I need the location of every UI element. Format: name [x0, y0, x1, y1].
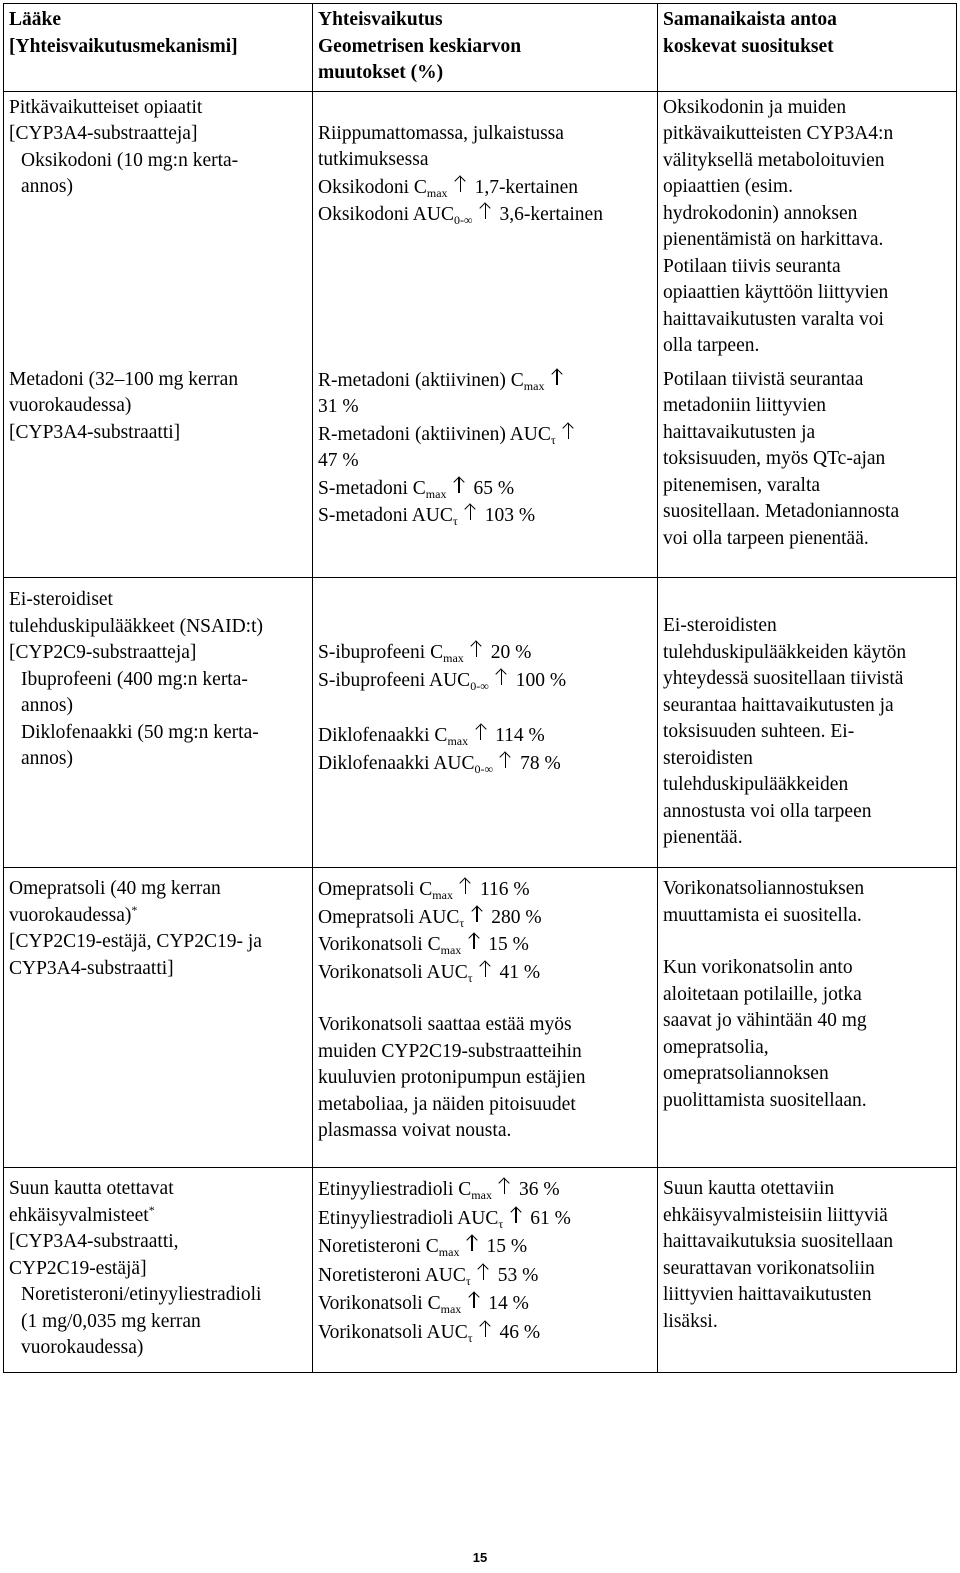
up-arrow-icon	[562, 421, 575, 439]
cell-text: Oksikodoni (10 mg:n kerta-	[21, 149, 239, 171]
cell-text: CYP2C19-estäjä]	[9, 1257, 147, 1279]
cell-text: hydrokodonin) annoksen	[663, 202, 858, 224]
interaction-cell	[313, 364, 658, 578]
interaction-cell	[313, 91, 658, 364]
spacer	[318, 694, 653, 722]
cell-text: tulehduskipulääkkeiden käytön	[663, 641, 907, 663]
cell-text: saavat jo vähintään 40 mg	[663, 1010, 867, 1031]
value-line: Diklofenaakki $AUC_{0-\infty}$ 78 %	[318, 750, 653, 778]
up-arrow-icon	[465, 1233, 478, 1251]
cell-text: 47 %	[318, 450, 359, 471]
cell-text: [CYP3A4-substraatteja]	[9, 123, 198, 144]
spacer	[318, 95, 653, 121]
up-arrow-icon	[467, 1290, 480, 1308]
cell-text: haittavaikutusten varalta voi	[663, 308, 884, 330]
cell-text: CYP3A4-substraatti]	[9, 957, 174, 979]
cell-text: tulehduskipulääkkeiden	[663, 774, 849, 795]
header-text: Lääke	[9, 9, 62, 30]
cell-text: Potilaan tiivistä seurantaa	[663, 368, 864, 390]
cell-text: haittavaikutusten ja	[663, 421, 816, 443]
cell-text: [CYP2C9-substraatteja]	[9, 642, 197, 663]
value-line: Oksikodoni $AUC_{0-\infty}$ 3,6-kertainen	[318, 201, 653, 229]
spacer	[663, 929, 952, 955]
interaction-cell	[313, 578, 658, 868]
cell-text: ehkäisyvalmisteet*	[9, 1202, 155, 1226]
value-line: S-metadoni $C_{max}$ 65 %	[318, 475, 653, 503]
up-arrow-icon	[467, 931, 480, 949]
table-row	[4, 1168, 957, 1373]
interaction-note	[318, 1012, 653, 1145]
interaction-table	[3, 3, 957, 1373]
drug-cell	[4, 364, 313, 578]
table-row	[4, 578, 957, 868]
up-arrow-icon	[459, 876, 472, 894]
header-drug	[4, 4, 313, 92]
spacer	[318, 587, 653, 613]
cell-text: ehkäisyvalmisteisiin liittyviä	[663, 1204, 888, 1226]
cell-text: [CYP3A4-substraatti,	[9, 1231, 179, 1252]
cell-text: Omepratsoli (40 mg kerran	[9, 878, 221, 899]
cell-text: pitenemisen, varalta	[663, 474, 821, 496]
cell-text: annos)	[21, 748, 73, 769]
value-line: Vorikonatsoli $C_{max}$ 14 %	[318, 1290, 653, 1319]
cell-text: aloitetaan potilaille, jotka	[663, 983, 862, 1005]
up-arrow-icon	[479, 1319, 492, 1337]
cell-text: suositellaan. Metadoniannosta	[663, 501, 900, 522]
cell-text: olla tarpeen.	[663, 335, 760, 356]
cell-text: Noretisteroni/etinyyliestradioli	[21, 1284, 262, 1305]
value-line: Noretisteroni $AUC_\tau$ 53 %	[318, 1262, 653, 1291]
cell-text: yhteydessä suositellaan tiivistä	[663, 668, 904, 689]
cell-text: toksisuuden suhteen. Ei-	[663, 721, 855, 742]
up-arrow-icon	[452, 475, 465, 493]
cell-text: välityksellä metaboloituvien	[663, 149, 885, 171]
cell-text: Suun kautta otettavat	[9, 1178, 174, 1199]
cell-text: tulehduskipulääkkeet (NSAID:t)	[9, 615, 263, 637]
value-line: Etinyyliestradioli $AUC_\tau$ 61 %	[318, 1205, 653, 1234]
cell-text: [CYP3A4-substraatti]	[9, 421, 181, 443]
cell-text: Riippumattomassa, julkaistussa	[318, 122, 564, 144]
cell-text: haittavaikutuksia suositellaan	[663, 1231, 894, 1252]
cell-text: metadoniin liittyvien	[663, 395, 827, 416]
recommendation-cell	[658, 868, 957, 1168]
up-arrow-icon	[509, 1205, 522, 1223]
recommendation-cell	[658, 364, 957, 578]
recommendation-cell	[658, 1168, 957, 1373]
value-line: Omepratsoli $AUC_\tau$ 280 %	[318, 904, 653, 932]
cell-text: omepratsoliannoksen	[663, 1063, 829, 1084]
cell-text: Suun kautta otettaviin	[663, 1178, 835, 1199]
table-header-row	[4, 4, 957, 92]
cell-text: puolittamista suositellaan.	[663, 1089, 867, 1111]
cell-text: opiaattien käyttöön liittyvien	[663, 282, 889, 303]
header-text: Yhteisvaikutus	[318, 9, 443, 30]
cell-text: Vorikonatsoliannostuksen	[663, 878, 865, 899]
cell-text: vuorokaudessa)	[21, 1337, 144, 1358]
cell-text: Vorikonatsoli saattaa estää myös	[318, 1014, 572, 1035]
cell-text: annostusta voi olla tarpeen	[663, 800, 872, 822]
header-recommendation	[658, 4, 957, 92]
cell-text: Ibuprofeeni (400 mg:n kerta-	[21, 668, 248, 690]
header-interaction	[313, 4, 658, 92]
drug-cell	[4, 91, 313, 364]
cell-text: liittyvien haittavaikutusten	[663, 1284, 872, 1305]
up-arrow-icon	[470, 639, 483, 657]
cell-text: pienentämistä on harkittava.	[663, 229, 884, 250]
value-line: S-ibuprofeeni $AUC_{0-\infty}$ 100 %	[318, 667, 653, 695]
up-arrow-icon	[454, 174, 467, 192]
cell-text: kuuluvien protonipumpun estäjien	[318, 1067, 586, 1088]
cell-text: annos)	[21, 695, 73, 716]
cell-text: vuorokaudessa)*	[9, 902, 138, 926]
cell-text: muiden CYP2C19-substraatteihin	[318, 1040, 582, 1062]
cell-text: opiaattien (esim.	[663, 176, 793, 197]
up-arrow-icon	[479, 959, 492, 977]
value-line: R-metadoni (aktiivinen) $C_{max}$	[318, 367, 653, 395]
value-line: Vorikonatsoli $AUC_\tau$ 46 %	[318, 1319, 653, 1348]
up-arrow-icon	[479, 201, 492, 219]
cell-text: plasmassa voivat nousta.	[318, 1120, 512, 1141]
cell-text: Potilaan tiivis seuranta	[663, 255, 841, 277]
cell-text: Ei-steroidiset	[9, 589, 113, 610]
cell-text: pitkävaikutteisten CYP3A4:n	[663, 123, 894, 144]
value-line: Noretisteroni $C_{max}$ 15 %	[318, 1233, 653, 1262]
cell-text: seurattavan vorikonatsoliin	[663, 1257, 875, 1279]
up-arrow-icon	[550, 367, 563, 385]
value-line: R-metadoni (aktiivinen) $AUC_\tau$	[318, 421, 653, 449]
cell-text: seurantaa haittavaikutusten ja	[663, 694, 894, 716]
value-line: Etinyyliestradioli $C_{max}$ 36 %	[318, 1176, 653, 1205]
cell-text: (1 mg/0,035 mg kerran	[21, 1310, 201, 1332]
drug-cell	[4, 1168, 313, 1373]
up-arrow-icon	[470, 904, 483, 922]
value-line: Diklofenaakki $C_{max}$ 114 %	[318, 722, 653, 750]
table-row	[4, 364, 957, 578]
spacer	[318, 986, 653, 1012]
interaction-cell	[313, 1168, 658, 1373]
cell-text: steroidisten	[663, 747, 753, 769]
cell-text: Metadoni (32–100 mg kerran	[9, 368, 239, 390]
up-arrow-icon	[498, 1176, 511, 1194]
cell-text: tutkimuksessa	[318, 149, 429, 170]
interaction-cell	[313, 868, 658, 1168]
up-arrow-icon	[495, 667, 508, 685]
header-text: koskevat suositukset	[663, 35, 834, 57]
cell-text: metaboliaa, ja näiden pitoisuudet	[318, 1093, 576, 1115]
recommendation-cell	[658, 91, 957, 364]
spacer	[663, 587, 952, 613]
cell-text: Oksikodonin ja muiden	[663, 96, 847, 118]
up-arrow-icon	[474, 722, 487, 740]
drug-cell	[4, 868, 313, 1168]
cell-text: lisäksi.	[663, 1310, 718, 1332]
cell-text: annos)	[21, 176, 73, 197]
value-line: S-ibuprofeeni $C_{max}$ 20 %	[318, 639, 653, 667]
table-row	[4, 868, 957, 1168]
up-arrow-icon	[477, 1262, 490, 1280]
cell-text: omepratsolia,	[663, 1036, 769, 1058]
value-line: Omepratsoli $C_{max}$ 116 %	[318, 876, 653, 904]
cell-text: pienentää.	[663, 827, 743, 848]
drug-cell	[4, 578, 313, 868]
header-text: [Yhteisvaikutusmekanismi]	[9, 35, 238, 57]
header-text: Geometrisen keskiarvon	[318, 35, 522, 57]
spacer	[318, 613, 653, 639]
page-number: 15	[472, 1550, 488, 1565]
cell-text: 31 %	[318, 396, 359, 417]
cell-text: Pitkävaikutteiset opiaatit	[9, 96, 203, 118]
up-arrow-icon	[464, 502, 477, 520]
recommendation-note	[663, 955, 952, 1114]
up-arrow-icon	[499, 750, 512, 768]
cell-text: voi olla tarpeen pienentää.	[663, 527, 869, 549]
cell-text: Kun vorikonatsolin anto	[663, 957, 853, 978]
cell-text: Diklofenaakki (50 mg:n kerta-	[21, 721, 259, 743]
recommendation-cell	[658, 578, 957, 868]
value-line: Oksikodoni $C_{max}$ 1,7-kertainen	[318, 174, 653, 202]
cell-text: [CYP2C19-estäjä, CYP2C19- ja	[9, 931, 262, 952]
cell-text: muuttamista ei suositella.	[663, 904, 862, 926]
cell-text: vuorokaudessa)	[9, 395, 132, 416]
header-text: Samanaikaista antoa	[663, 9, 837, 30]
cell-text: Ei-steroidisten	[663, 615, 777, 636]
header-text: muutokset (%)	[318, 62, 444, 83]
value-line: Vorikonatsoli $C_{max}$ 15 %	[318, 931, 653, 959]
value-line: S-metadoni $AUC_\tau$ 103 %	[318, 502, 653, 530]
cell-text: toksisuuden, myös QTc-ajan	[663, 448, 886, 469]
table-row	[4, 91, 957, 364]
value-line: Vorikonatsoli $AUC_\tau$ 41 %	[318, 959, 653, 987]
